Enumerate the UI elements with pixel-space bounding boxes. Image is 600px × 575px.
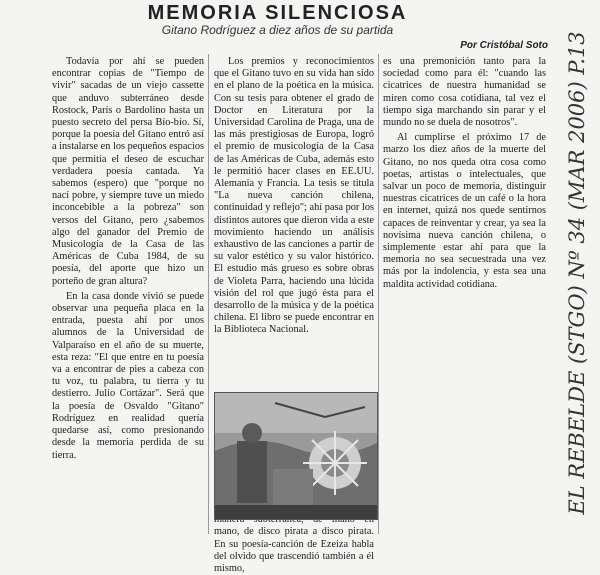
column-divider: [378, 54, 379, 534]
article-header: [0, 0, 555, 37]
article-column-3: [383, 56, 546, 536]
paragraph: es una premonición tanto para la sociedad como para él: "cuando las cicatrices de nuestra humanidad se miren como cosa cotidiana, tal vez el tiempo siga marchando sin parar y el mundo no se duela de nosotros".: [383, 56, 546, 129]
handwritten-annotation: [554, 10, 600, 535]
paragraph: Al cumplirse el próximo 17 de marzo los diez años de la muerte del Gitano, no nos queda otra cosa como poetas, artistas o intelectuales, que salvar un poco de memoria, distinguir nuestras cicatrices de un café o la hora en internet, quizá nos quede sentirnos capaces de reinventar y crear, ya sea la novísima nueva canción chilena, o simplemente estar ahí para que la memoria no sea secuestrada una vez más por la indolencia, y esta sea una maldita actividad cotidiana.: [383, 132, 546, 290]
article-column-1: [52, 56, 204, 536]
photo-illustration: [215, 393, 377, 519]
paragraph: mano, de disco pirata a disco pirata. En su poesía-canción de Ezeiza habla del olvido que trascendió también a él mismo,: [214, 526, 374, 575]
article-photo: [214, 392, 378, 520]
article-title: MEMORIA SILENCIOSA: [147, 2, 408, 24]
paragraph: En la casa donde vivió se puede observar una pequeña placa en la entrada, puesta ahí por unos alumnos de la Universidad de Valparaíso en el año de su muerte, esta reza: "El que entre en tu poesía va a encontrar de pies a cabeza con tu voz, tu palabra, tu tierra y tu destierro. Julio Cortázar". Será que la poesía de Osvaldo "Gitano" Rodríguez en realidad quería quedarse así, como presionando desde la memoria perdida de su tierra.: [52, 290, 204, 461]
column-divider: [208, 54, 209, 534]
handwritten-citation: EL REBELDE (STGO) Nº 34 (MAR 2006) P.13: [565, 30, 589, 515]
article-byline: Por Cristóbal Soto: [460, 40, 548, 51]
paragraph: Todavía por ahí se pueden encontrar copias de "Tiempo de vivir" sacadas de un viejo cassette que anduvo subterráneo desde Rostock, París o Bardolino hasta un puesto secreto del persa Bío-bío. Sí, porque la poesía del Gitano entró así a instalarse en los pequeños espacios que permitía el deseo de escuchar verdadera poesía cantada. Ya sabemos (espero) que "porque no nací pobre, y siempre tuve un miedo inconcebible a la pobreza" son versos del Gitano, pero ¿sabemos algo del ganador del Premio de Musicología de la Casa de las Américas de Cuba 1984, de su poesía, del aporte que hizo un porteño de gran altura?: [52, 56, 204, 287]
paragraph: Los premios y reconocimientos que el Gitano tuvo en su vida han sido en el plano de la poética en la música. Con su tesis para obtener el grado de Doctor en Literatura por la Universidad Carolina de Praga, una de las más prestigiosas de Europa, logró el premio de musicología de la Casa de las Américas de Cuba, además esto le permitió hacer clases en EE.UU. Alemania y Francia. La tesis se titula "La nueva canción chilena, continuidad y reflejo"; ahí pasa por los distintos autores que dieron vida a este movimiento haciendo un análisis exhaustivo de las canciones a partir de su valor estético y su valor histórico. El estudio más grueso es sobre obras de Violeta Parra, haciendo una lúcida visión del rol que jugó ésta para el desarrollo de la música y de la poética chilena. El libro se puede encontrar en la Biblioteca Nacional.: [214, 56, 374, 336]
article-subtitle: Gitano Rodríguez a diez años de su partida: [161, 23, 394, 37]
